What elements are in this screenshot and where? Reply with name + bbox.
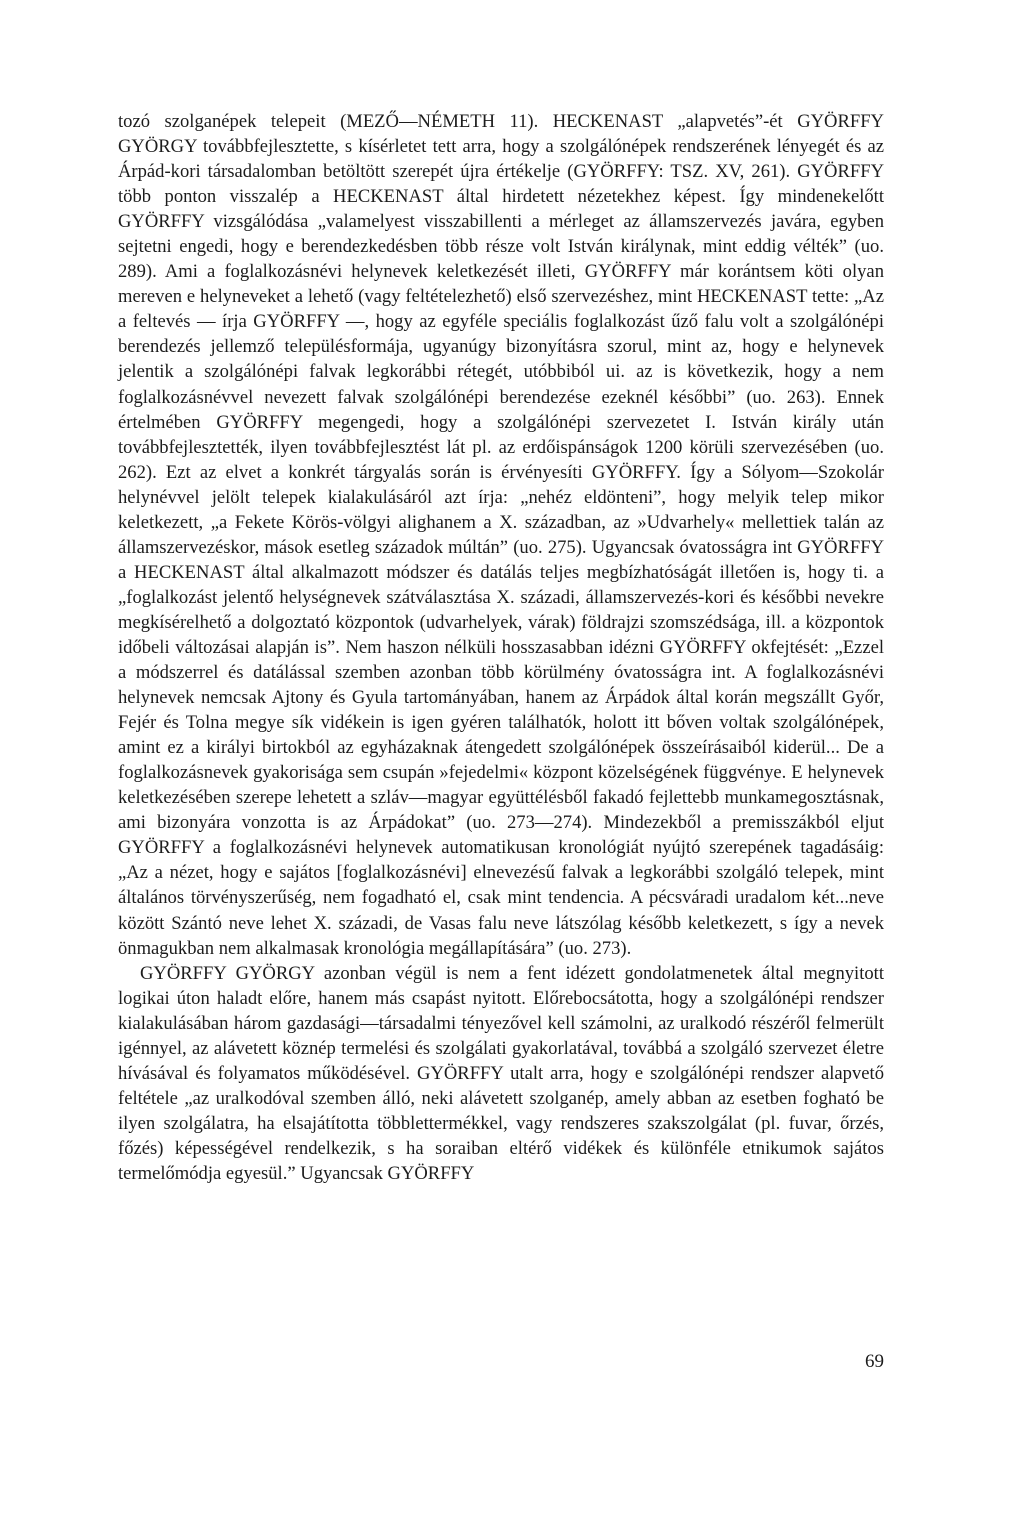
paragraph-2: GYÖRFFY GYÖRGY azonban végül is nem a fent idézett gondolatmenetek által megnyitott logikai úton haladt előre, hanem más csapást nyitott. Előrebocsátotta, hogy a szolgálónépi rendszer kialakulásában három gazdasági—társadalmi tényezővel kell számolni, az uralkodó részéről felmerült igénnyel, az alávetett köznép termelési és szolgálati gyakorlatával, továbbá a szolgáló szervezet életre hívásával és folyamatos működésével. GYÖRFFY utalt arra, hogy e szolgálónépi rendszer alapvető feltétele „az uralkodóval szemben álló, neki alávetett szolganép, amely abban az esetben fogható be ilyen szolgálatra, ha elsajátította többlettermékkel, vagy rendszeres szakszolgálat (pl. fuvar, őrzés, főzés) képességével rendelkezik, s ha soraiban eltérő vidékek és különféle etnikumok sajátos termelőmódja egyesül.” Ugyancsak GYÖRFFY — [118, 962, 884, 1184]
body-text — [118, 109, 884, 1186]
paragraph-1: tozó szolganépek telepeit (MEZŐ—NÉMETH 11). HECKENAST „alapvetés”-ét GYÖRFFY GYÖRGY továbbfejlesztette, s kísérletet tett arra, hogy a szolgálónépek rendszerének lényegét és az Árpád-kori társadalomban betöltött szerepét újra értékelje (GYÖRFFY: TSZ. XV, 261). GYÖRFFY több ponton visszalép a HECKENAST által hirdetett nézetekhez képest. Így mindenekelőtt GYÖRFFY vizsgálódása „valamelyest visszabillenti a mérleget az államszervezés javára, egyben sejtetni engedi, hogy e berendezkedésben több része volt István királynak, mint eddig vélték” (uo. 289). Ami a foglalkozásnévi helynevek keletkezését illeti, GYÖRFFY már korántsem köti olyan mereven e helyneveket a lehető (vagy feltételezhető) első szervezéshez, mint HECKENAST tette: „Az a feltevés — írja GYÖRFFY —, hogy az egyféle speciális foglalkozást űző falu volt a szolgálónépi berendezés jellemző településformája, ugyanúgy bizonyításra szorul, mint az, hogy e helynevek jelentik a szolgálónépi falvak legkorábbi rétegét, utóbbiból ui. az is következik, hogy a nem foglalkozásnévvel nevezett falvak szolgálónépi berendezése ezeknél későbbi” (uo. 263). Ennek értelmében GYÖRFFY megengedi, hogy a szolgálónépi szervezetet I. István király után továbbfejlesztették, ilyen továbbfejlesztést lát pl. az erdőispánságok 1200 körüli szervezésében (uo. 262). Ezt az elvet a konkrét tárgyalás során is érvényesíti GYÖRFFY. Így a Sólyom—Szokolár helynévvel jelölt telepek kialakulásáról azt írja: „nehéz eldönteni”, hogy melyik telep mikor keletkezett, „a Fekete Körös-völgyi alighanem a X. században, az »Udvarhely« mellettiek talán az államszervezéskor, mások esetleg századok múltán” (uo. 275). Ugyancsak óvatosságra int GYÖRFFY a HECKENAST által alkalmazott módszer és datálás teljes megbízhatóságát illetően is, hogy ti. a „foglalkozást jelentő helységnevek szátválasztása X. századi, államszervezés-kori és későbbi nevekre megkísérelhető a dolgoztató központok (udvarhelyek, várak) földrajzi szomszédsága, ill. a központok időbeli változásai alapján is”. Nem haszon nélküli hosszasabban idézni GYÖRFFY okfejtését: „Ezzel a módszerrel és datálással szemben azonban több körülmény óvatosságra int. A foglalkozásnévi helynevek nemcsak Ajtony és Gyula tartományában, hanem az Árpádok által korán megszállt Győr, Fejér és Tolna megye sík vidékein is igen gyéren találhatók, holott itt bőven voltak szolgálónépek, amint ez a királyi birtokból az egyházaknak átengedett szolgálónépek összeírásaiból kiderül... De a foglalkozásnevek gyakorisága sem csupán »fejedelmi« központ közelségének függvénye. E helynevek keletkezésében szerepe lehetett a szláv—magyar együttélésből fakadó fejlettebb munkamegosztásnak, ami bizonyára vonzotta is az Árpádokat” (uo. 273—274). Mindezekből a premisszákból eljut GYÖRFFY a foglalkozásnévi helynevek automatikusan kronológiát nyújtó szerepének tagadásáig: „Az a nézet, hogy e sajátos [foglalkozásnévi] elnevezésű falvak a legkorábbi szolgáló telepek, mint általános törvényszerűség, nem fogadható el, csak mint tendencia. A pécsváradi uradalom két...neve között Szántó neve lehet X. századi, de Vasas falu neve látszólag később keletkezett, s így a nevek önmagukban nem alkalmasak kronológia megállapítására” (uo. 273). — [118, 111, 884, 959]
page-number: 69 — [865, 1351, 884, 1372]
